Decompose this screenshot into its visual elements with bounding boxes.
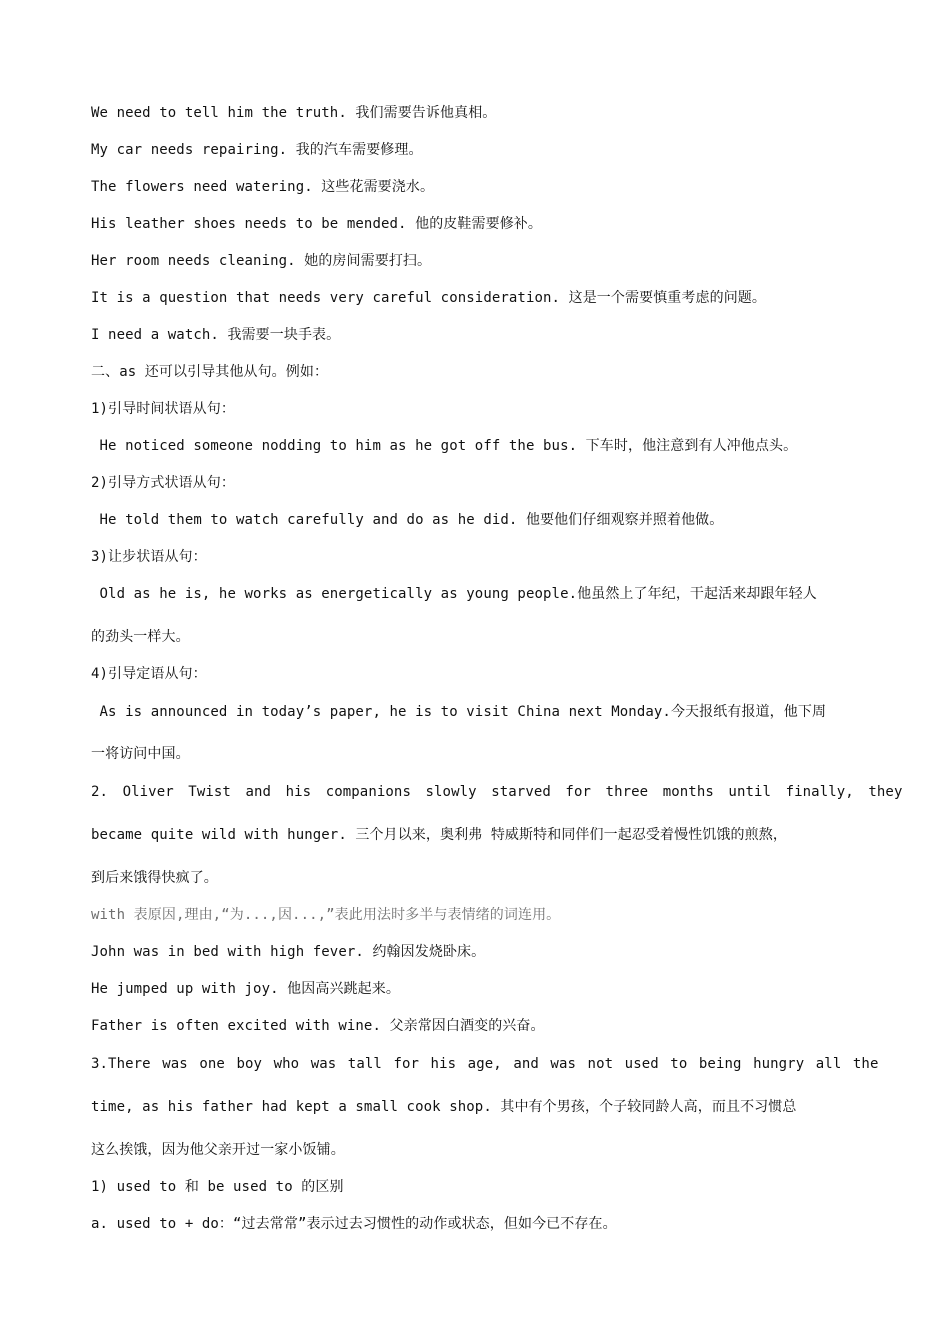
text-line: 这么挨饿，因为他父亲开过一家小饭铺。 [91, 1142, 345, 1158]
text-line: My car needs repairing. 我的汽车需要修理。 [91, 142, 423, 158]
text-line: 2. Oliver Twist and his companions slowly starved for three months until finally, they [91, 784, 903, 800]
text-line: He jumped up with joy. 他因高兴跳起来。 [91, 981, 400, 997]
subheading: 1)引导时间状语从句： [91, 401, 235, 417]
text-line: 的劲头一样大。 [91, 629, 190, 645]
text-line: He noticed someone nodding to him as he got off the bus. 下车时，他注意到有人冲他点头。 [91, 438, 798, 454]
text-line: 到后来饿得快疯了。 [91, 870, 218, 886]
text-line: a. used to + do：“过去常常”表示过去习惯性的动作或状态，但如今已不存在。 [91, 1216, 617, 1232]
subheading: 3)让步状语从句： [91, 549, 207, 565]
text-line: Father is often excited with wine. 父亲常因白酒变的兴奋。 [91, 1018, 545, 1034]
text-line: 3.There was one boy who was tall for his age, and was not used to being hungry all the [91, 1056, 879, 1072]
subheading: 4)引导定语从句： [91, 666, 207, 682]
text-line: It is a question that needs very careful consideration. 这是一个需要慎重考虑的问题。 [91, 290, 767, 306]
subheading: 1) used to 和 be used to 的区别 [91, 1179, 344, 1195]
text-line: Her room needs cleaning. 她的房间需要打扫。 [91, 253, 432, 269]
section-heading: 二、as 还可以引导其他从句。例如： [91, 364, 329, 380]
text-line: As is announced in today’s paper, he is to visit China next Monday.今天报纸有报道，他下周 [91, 704, 827, 720]
text-line: His leather shoes needs to be mended. 他的皮鞋需要修补。 [91, 216, 542, 232]
text-line: John was in bed with high fever. 约翰因发烧卧床。 [91, 944, 486, 960]
subheading: 2)引导方式状语从句： [91, 475, 235, 491]
text-line: became quite wild with hunger. 三个月以来，奥利弗 特威斯特和同伴们一起忍受着慢性饥饿的煎熬， [91, 827, 787, 843]
text-line: The flowers need watering. 这些花需要浇水。 [91, 179, 435, 195]
text-line: I need a watch. 我需要一块手表。 [91, 327, 341, 343]
text-line: 一将访问中国。 [91, 746, 190, 762]
text-line: Old as he is, he works as energetically as young people.他虽然上了年纪，干起活来却跟年轻人 [91, 586, 817, 602]
text-line: We need to tell him the truth. 我们需要告诉他真相。 [91, 105, 497, 121]
note-line: with 表原因,理由,“为...,因...,”表此用法时多半与表情绪的词连用。 [91, 907, 561, 923]
text-line: time, as his father had kept a small cook shop. 其中有个男孩，个子较同龄人高，而且不习惯总 [91, 1099, 797, 1115]
text-line: He told them to watch carefully and do as he did. 他要他们仔细观察并照着他做。 [91, 512, 724, 528]
